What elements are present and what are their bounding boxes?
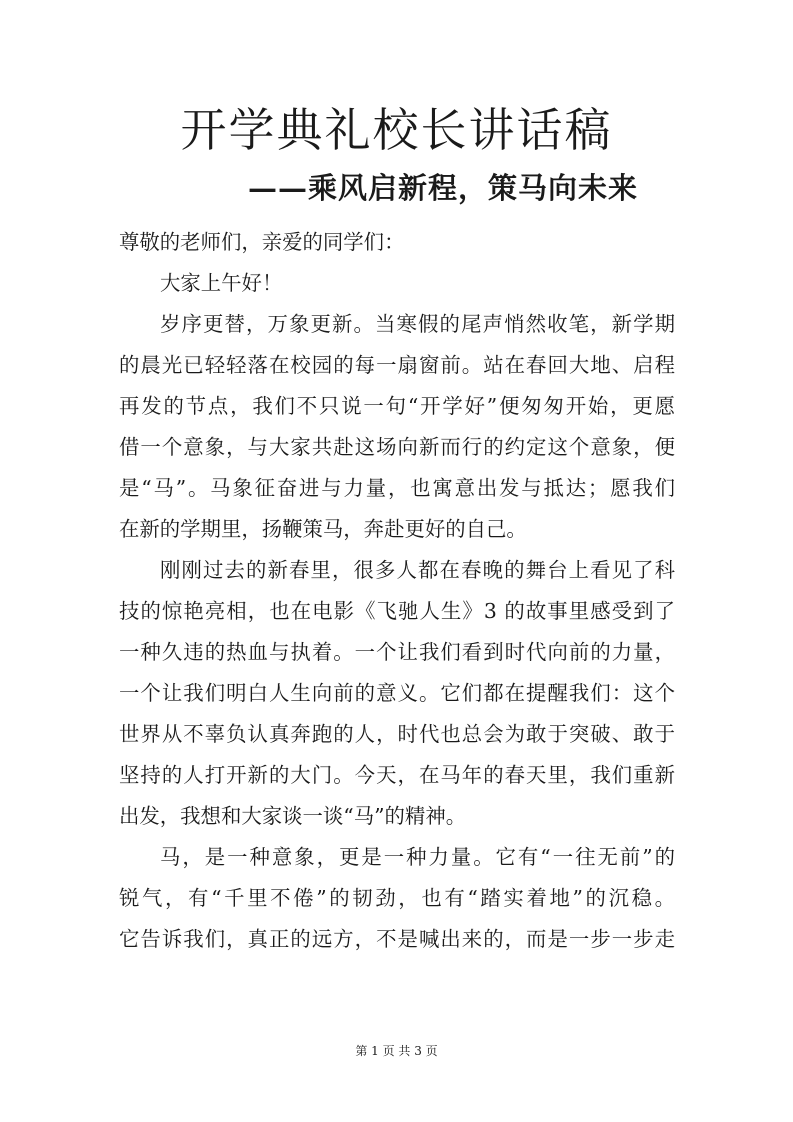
document-title: 开学典礼校长讲话稿 [180, 103, 613, 157]
paragraph-line: 出发，我想和大家谈一谈“马”的精神。 [119, 804, 467, 828]
paragraph-line: 锐气，有“千里不倦”的韧劲，也有“踏实着地”的沉稳。 [119, 886, 675, 910]
paragraph-line: 刚刚过去的新春里，很多人都在春晚的舞台上看见了科 [160, 558, 675, 582]
paragraph-line: 借一个意象，与大家共赴这场向新而行的约定这个意象，便 [119, 435, 675, 459]
paragraph-line: 一种久违的热血与执着。一个让我们看到时代向前的力量， [119, 640, 675, 664]
paragraph-line: 在新的学期里，扬鞭策马，奔赴更好的自己。 [119, 517, 527, 541]
salutation: 尊敬的老师们，亲爱的同学们： [119, 230, 405, 254]
paragraph-line: 它告诉我们，真正的远方，不是喊出来的，而是一步一步走 [119, 927, 675, 951]
page-number-footer: 第 1 页 共 3 页 [355, 1044, 438, 1058]
paragraph-line: 岁序更替，万象更新。当寒假的尾声悄然收笔，新学期 [160, 312, 675, 336]
paragraph-line: 技的惊艳亮相，也在电影《飞驰人生》3 的故事里感受到了 [119, 599, 675, 623]
paragraph-line: 再发的节点，我们不只说一句“开学好”便匆匆开始，更愿 [119, 394, 675, 418]
paragraph-line: 坚持的人打开新的大门。今天，在马年的春天里，我们重新 [119, 763, 675, 787]
document-subtitle: ——乘风启新程，策马向未来 [248, 171, 639, 205]
paragraph-line: 一个让我们明白人生向前的意义。它们都在提醒我们：这个 [119, 681, 675, 705]
document-body [119, 222, 675, 960]
paragraph-line: 的晨光已轻轻落在校园的每一扇窗前。站在春回大地、启程 [119, 353, 675, 377]
paragraph-line: 是“马”。马象征奋进与力量，也寓意出发与抵达；愿我们 [119, 476, 675, 500]
greeting: 大家上午好！ [160, 271, 283, 295]
paragraph-line: 世界从不辜负认真奔跑的人，时代也总会为敢于突破、敢于 [119, 722, 675, 746]
paragraph-line: 马，是一种意象，更是一种力量。它有“一往无前”的 [160, 845, 675, 869]
